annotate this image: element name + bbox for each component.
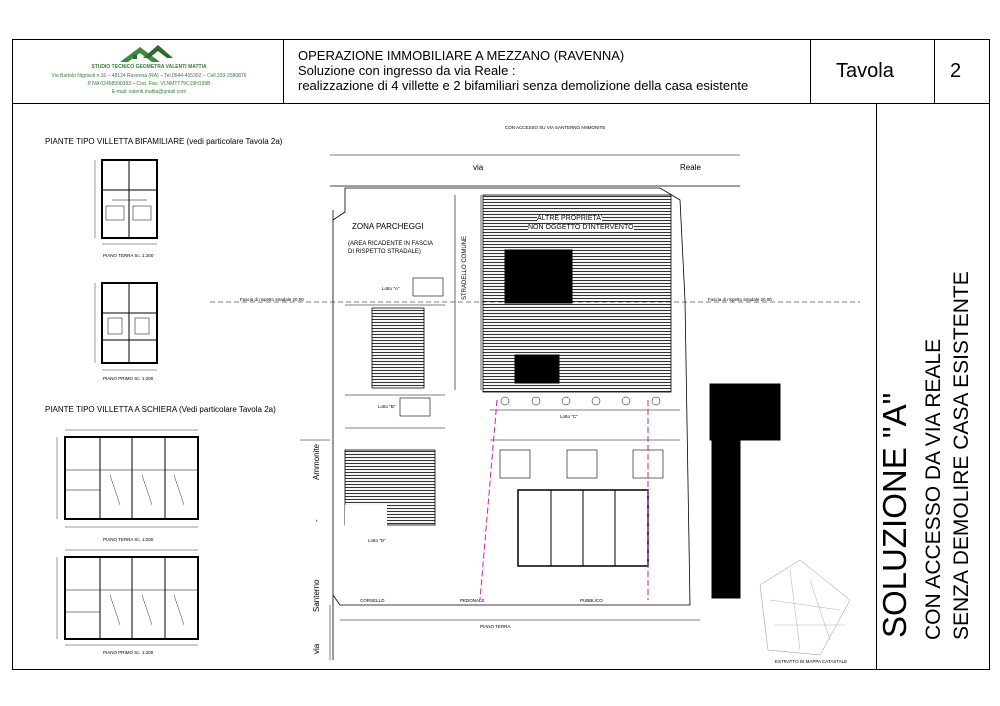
neighbour-building	[710, 384, 780, 598]
schiera-heading: PIANTE TIPO VILLETTA A SCHIERA (Vedi particolare Tavola 2a)	[45, 405, 276, 414]
cadastral-label: ESTRATTO DI MAPPA CATASTALE	[775, 659, 848, 664]
cadastral-map-extract	[760, 560, 850, 655]
existing-house-2	[515, 355, 559, 383]
plan-label-1: PIANO TERRA Sc. 1:200	[103, 253, 154, 258]
solution-title: SOLUZIONE "A"	[876, 392, 913, 638]
title-line-2: Soluzione con ingresso da via Reale :	[298, 63, 516, 78]
solution-subtitle-2: SENZA DEMOLIRE CASA ESISTENTE	[950, 271, 973, 640]
lotto-d-label: Lotto "D"	[368, 538, 386, 543]
path-label-2: PEDONALE	[460, 598, 485, 603]
lotto-b-label: Lotto "B"	[378, 404, 396, 409]
other-properties-label-2: NON OGGETTO D'INTERVENTO	[528, 224, 634, 231]
lotto-c-label: Lotto "C"	[560, 414, 578, 419]
schiera-ground-floor-plan	[57, 430, 198, 527]
access-note: CON ACCESSO SU VIA SANTERNO AMMONITE	[505, 125, 606, 130]
studio-address: Via Bartolo Nigrisoli n.16 – 48124 Ravenna (RA) – Tel.0544-455392 – Cell.339-2580876	[51, 73, 247, 79]
stradello-label: STRADELLO COMUNE	[462, 235, 468, 300]
existing-house-1	[505, 250, 572, 303]
fascia-label-right: Fascia di rispetto stradale 20.00	[708, 297, 772, 302]
bifamiliare-buildings	[372, 308, 424, 388]
dash-label: -	[312, 519, 321, 522]
path-label-1: CORSELLO	[360, 598, 385, 603]
via-bottom-label: via	[312, 643, 321, 654]
fascia-note-1: (AREA RICADENTE IN FASCIA	[348, 241, 434, 247]
bifamiliare-ground-floor-plan	[95, 160, 157, 244]
fascia-label-left: Fascia di rispetto stradale 20.00	[240, 297, 304, 302]
santerno-label: Santerno	[312, 579, 321, 612]
plan-label-2: PIANO PRIMO Sc. 1:200	[103, 376, 154, 381]
schiera-first-floor-plan	[57, 550, 198, 645]
plan-label-4: PIANO PRIMO Sc. 1:200	[103, 650, 154, 655]
title-line-3: realizzazione di 4 villette e 2 bifamiliari senza demolizione della casa esistente	[298, 78, 749, 93]
solution-subtitle-1: CON ACCESSO DA VIA REALE	[922, 338, 945, 640]
fascia-note-2: DI RISPETTO STRADALE)	[348, 249, 421, 255]
bifamiliare-heading: PIANTE TIPO VILLETTA BIFAMILIARE (vedi particolare Tavola 2a)	[45, 137, 283, 146]
studio-name: STUDIO TECNICO GEOMETRA VALENTI MATTIA	[91, 64, 207, 70]
lotto-a-label: Lotto "A"	[382, 286, 400, 291]
title-line-1: OPERAZIONE IMMOBILIARE A MEZZANO (RAVENNA)	[298, 48, 625, 63]
tavola-number: 2	[950, 60, 962, 82]
other-properties-label-1: ALTRE PROPRIETA'	[537, 215, 603, 222]
parking-zone-label: ZONA PARCHEGGI	[352, 222, 424, 231]
via-reale-label-1: via	[473, 163, 484, 172]
bifamiliare-first-floor-plan	[95, 283, 157, 370]
tavola-label: Tavola	[836, 60, 894, 82]
path-label-3: PUBBLICO	[580, 598, 603, 603]
ammonite-label: Ammonite	[312, 443, 321, 480]
studio-fiscal: P.IVA 02458990393 – Cod. Fisc. VLNMTT79C19H199B	[87, 81, 211, 87]
studio-email: E-mail: valenti.mattia@gmail.com	[111, 89, 187, 95]
via-reale-label-2: Reale	[680, 163, 701, 172]
piano-terra-label: PIANO TERRA	[480, 624, 511, 629]
plan-label-3: PIANO TERRA Sc. 1:200	[103, 537, 154, 542]
